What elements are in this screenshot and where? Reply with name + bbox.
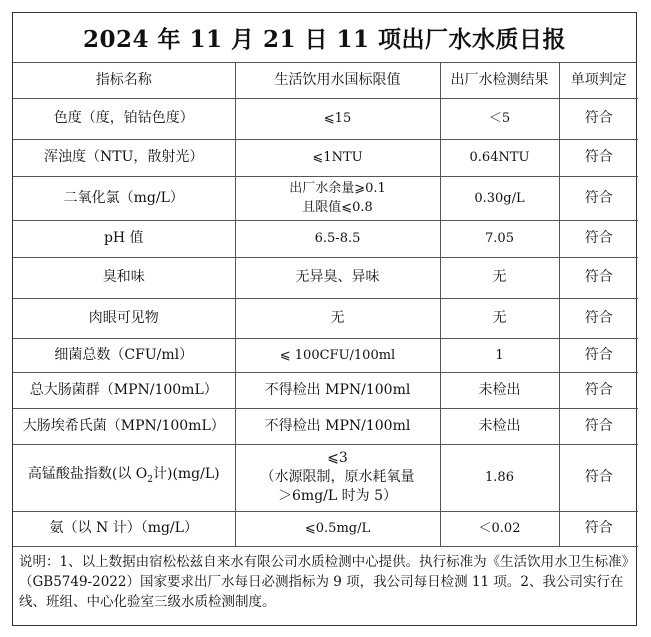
limit-value: 无 <box>235 298 440 338</box>
limit-value <box>235 176 440 220</box>
indicator-name: 臭和味 <box>13 257 235 298</box>
result-value: 1 <box>440 338 559 372</box>
table-row <box>13 444 638 511</box>
limit-value: ⩽1NTU <box>235 139 440 176</box>
indicator-name: 色度（度，铂钴色度） <box>13 98 235 139</box>
verdict-value: 符合 <box>559 298 638 338</box>
header-verdict: 单项判定 <box>559 63 638 98</box>
water-quality-table <box>13 63 638 547</box>
result-value: 未检出 <box>440 372 559 408</box>
report-title: 2024 年 11 月 21 日 11 项出厂水水质日报 <box>13 13 636 63</box>
header-limit: 生活饮用水国标限值 <box>235 63 440 98</box>
result-value: ＜0.02 <box>440 511 559 546</box>
result-value: 无 <box>440 257 559 298</box>
indicator-name: 氨（以 N 计）（mg/L） <box>13 511 235 546</box>
verdict-value: 符合 <box>559 444 638 511</box>
limit-value: ⩽ 100CFU/100ml <box>235 338 440 372</box>
indicator-name: 肉眼可见物 <box>13 298 235 338</box>
table-row <box>13 408 638 444</box>
header-result: 出厂水检测结果 <box>440 63 559 98</box>
indicator-name: 细菌总数（CFU/ml） <box>13 338 235 372</box>
subscript: 2 <box>147 474 153 485</box>
limit-line: 且限值⩽0.8 <box>302 200 373 215</box>
limit-value: ⩽15 <box>235 98 440 139</box>
table-row <box>13 372 638 408</box>
verdict-value: 符合 <box>559 257 638 298</box>
table-row <box>13 338 638 372</box>
verdict-value: 符合 <box>559 338 638 372</box>
table-row <box>13 220 638 257</box>
report-frame <box>12 12 637 626</box>
table-row <box>13 298 638 338</box>
verdict-value: 符合 <box>559 511 638 546</box>
indicator-name: 总大肠菌群（MPN/100mL） <box>13 372 235 408</box>
limit-value: 不得检出 MPN/100ml <box>235 408 440 444</box>
table-row <box>13 257 638 298</box>
verdict-value: 符合 <box>559 220 638 257</box>
result-value: 0.30g/L <box>440 176 559 220</box>
limit-line: （水源限制，原水耗氧量 <box>260 469 415 485</box>
header-indicator: 指标名称 <box>13 63 235 98</box>
limit-value: 不得检出 MPN/100ml <box>235 372 440 408</box>
verdict-value: 符合 <box>559 176 638 220</box>
table-row <box>13 139 638 176</box>
limit-line: ⩽3 <box>327 450 348 466</box>
table-row <box>13 511 638 546</box>
limit-value: 6.5-8.5 <box>235 220 440 257</box>
result-value: 未检出 <box>440 408 559 444</box>
indicator-name: pH 值 <box>13 220 235 257</box>
limit-line: 出厂水余量⩾0.1 <box>289 181 386 196</box>
result-value: 无 <box>440 298 559 338</box>
result-value: 1.86 <box>440 444 559 511</box>
result-value: 7.05 <box>440 220 559 257</box>
table-row <box>13 98 638 139</box>
limit-line: ＞6mg/L 时为 5） <box>278 488 397 504</box>
limit-value: ⩽0.5mg/L <box>235 511 440 546</box>
verdict-value: 符合 <box>559 98 638 139</box>
verdict-value: 符合 <box>559 139 638 176</box>
result-value: ＜5 <box>440 98 559 139</box>
indicator-name: 大肠埃希氏菌（MPN/100mL） <box>13 408 235 444</box>
indicator-name <box>13 444 235 511</box>
indicator-name: 浑浊度（NTU，散射光） <box>13 139 235 176</box>
verdict-value: 符合 <box>559 408 638 444</box>
limit-value <box>235 444 440 511</box>
table-row <box>13 176 638 220</box>
verdict-value: 符合 <box>559 372 638 408</box>
report-note: 说明：1、以上数据由宿松松兹自来水有限公司水质检测中心提供。执行标准为《生活饮用水卫生标准》（GB5749-2022）国家要求出厂水每日必测指标为 9 项，我公司每日检测 11 项。2、我公司实行在线、班组、中心化验室三级水质检测制度。 <box>19 553 629 610</box>
result-value: 0.64NTU <box>440 139 559 176</box>
indicator-name: 二氧化氯（mg/L） <box>13 176 235 220</box>
name-part: 计)(mg/L) <box>152 466 220 483</box>
limit-value: 无异臭、异味 <box>235 257 440 298</box>
table-header-row <box>13 63 638 98</box>
name-part: 高锰酸盐指数(以 O <box>27 466 148 483</box>
